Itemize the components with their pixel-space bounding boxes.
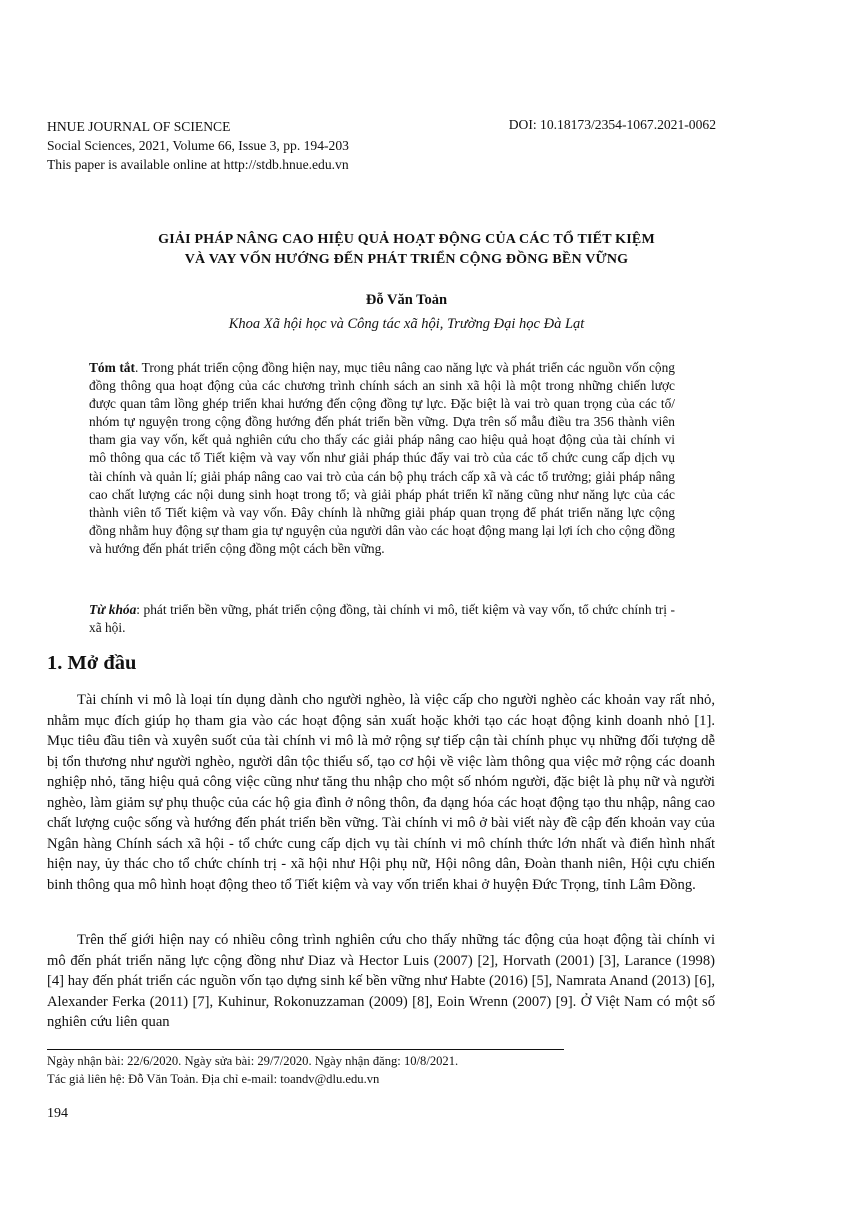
journal-issue: Social Sciences, 2021, Volume 66, Issue 3, pp. 194-203 bbox=[47, 138, 349, 153]
online-availability: This paper is available online at http://stdb.hnue.edu.vn bbox=[47, 157, 349, 172]
doi: DOI: 10.18173/2354-1067.2021-0062 bbox=[508, 117, 716, 132]
abstract bbox=[89, 359, 675, 558]
footnote-dates: Ngày nhận bài: 22/6/2020. Ngày sửa bài: 29/7/2020. Ngày nhận đăng: 10/8/2021. bbox=[47, 1054, 459, 1068]
body-paragraph-1: Tài chính vi mô là loại tín dụng dành cho người nghèo, là việc cấp cho người nghèo các khoản vay rất nhỏ, nhằm mục đích giúp họ tham gia vào các hoạt động sản xuất hoặc khởi tạo các hoạt động kinh doanh nhỏ [1]. Mục tiêu đầu tiên và xuyên suốt của tài chính vi mô là mở rộng sự tiếp cận tài chính phục vụ những đối tượng dễ bị tổn thương như người nghèo, người dân tộc thiểu số, tạo cơ hội về việc làm thông qua việc mở rộng các doanh nghiệp nhỏ, tăng hiệu quả công việc cũng như tăng thu nhập cho một số nhóm người, đặc biệt là phụ nữ và người nghèo, làm giảm sự phụ thuộc của các hộ gia đình ở nông thôn, đa dạng hóa các hoạt động tạo thu nhập, nâng cao chất lượng cuộc sống và hướng đến phát triển bền vững. Tài chính vi mô ở bài viết này đề cập đến khoản vay của Ngân hàng Chính sách xã hội - tổ chức cung cấp dịch vụ tài chính vi mô chính thức lớn nhất và điển hình nhất hiện nay, ủy thác cho tổ chức chính trị - xã hội như Hội phụ nữ, Hội nông dân, Đoàn thanh niên, Hội cựu chiến binh thông qua mô hình hoạt động theo tổ Tiết kiệm và vay vốn triển khai ở huyện Đức Trọng, tỉnh Lâm Đồng. bbox=[47, 692, 715, 893]
section-heading: 1. Mở đầu bbox=[47, 652, 137, 674]
abstract-label: Tóm tắt bbox=[89, 360, 135, 375]
paper-title bbox=[40, 230, 773, 270]
keywords bbox=[89, 601, 675, 637]
keywords-text: : phát triển bền vững, phát triển cộng đồng, tài chính vi mô, tiết kiệm và vay vốn, tổ chức chính trị - xã hội. bbox=[89, 602, 675, 636]
footnote-contact: Tác giả liên hệ: Đỗ Văn Toản. Địa chỉ e-mail: toandv@dlu.edu.vn bbox=[47, 1072, 380, 1086]
author-affiliation: Khoa Xã hội học và Công tác xã hội, Trường Đại học Đà Lạt bbox=[228, 316, 585, 332]
body-paragraph-2: Trên thế giới hiện nay có nhiều công trình nghiên cứu cho thấy những tác động của hoạt động tài chính vi mô đến phát triển năng lực cộng đồng như Diaz và Hector Luis (2007) [2], Horvath (2001) [3], Larance (1998) [4] hay đến phát triển các nguồn vốn tạo dựng sinh kế bền vững như Habte (2016) [5], Namrata Anand (2013) [6], Alexander Ferka (2011) [7], Kuhinur, Rokonuzzaman (2009) [8], Eoin Wrenn (2007) [9]. Ở Việt Nam có một số nghiên cứu liên quan bbox=[47, 932, 715, 1030]
keywords-label: Từ khóa bbox=[89, 602, 137, 617]
title-line-1: GIẢI PHÁP NÂNG CAO HIỆU QUẢ HOẠT ĐỘNG CỦA CÁC TỔ TIẾT KIỆM bbox=[158, 232, 655, 247]
title-line-2: VÀ VAY VỐN HƯỚNG ĐẾN PHÁT TRIỂN CỘNG ĐỒNG BỀN VỮNG bbox=[184, 252, 629, 267]
journal-name: HNUE JOURNAL OF SCIENCE bbox=[47, 119, 231, 134]
author-name: Đỗ Văn Toản bbox=[365, 292, 448, 308]
abstract-text: . Trong phát triển cộng đồng hiện nay, mục tiêu nâng cao năng lực và phát triển các nguồn vốn cộng đồng thông qua hoạt động của các chương trình chính sách an sinh xã hội là một trong những chiến lược được quan tâm lồng ghép triển khai hướng đến cộng đồng tự lực. Đặc biệt là vai trò quan trọng của các tổ/ nhóm tự nguyện trong cộng đồng hướng đến phát triển bền vững. Dựa trên số mẫu điều tra 356 thành viên tham gia vay vốn, kết quả nghiên cứu cho thấy các giải pháp nâng cao hiệu quả hoạt động của tài chính vi mô thông qua các tổ Tiết kiệm và vay vốn như giải pháp thúc đẩy vai trò của các tổ chức cung cấp dịch vụ tài chính và quản lí; giải pháp nâng cao vai trò của cán bộ phụ trách cấp xã và các tổ trưởng; giải pháp nâng cao chất lượng các nội dung sinh hoạt trong tổ; và giải pháp phát triển kĩ năng cũng như năng lực của các thành viên tổ Tiết kiệm và vay vốn. Đây chính là những giải pháp quan trọng để phát triển năng lực cộng đồng nhằm huy động sự tham gia tự nguyện của người dân vào các hoạt động mang lại lợi ích cho cộng đồng và hướng đến phát triển cộng đồng một cách bền vững. bbox=[89, 360, 675, 556]
page-number: 194 bbox=[47, 1106, 68, 1121]
footnote-divider bbox=[47, 1049, 564, 1050]
